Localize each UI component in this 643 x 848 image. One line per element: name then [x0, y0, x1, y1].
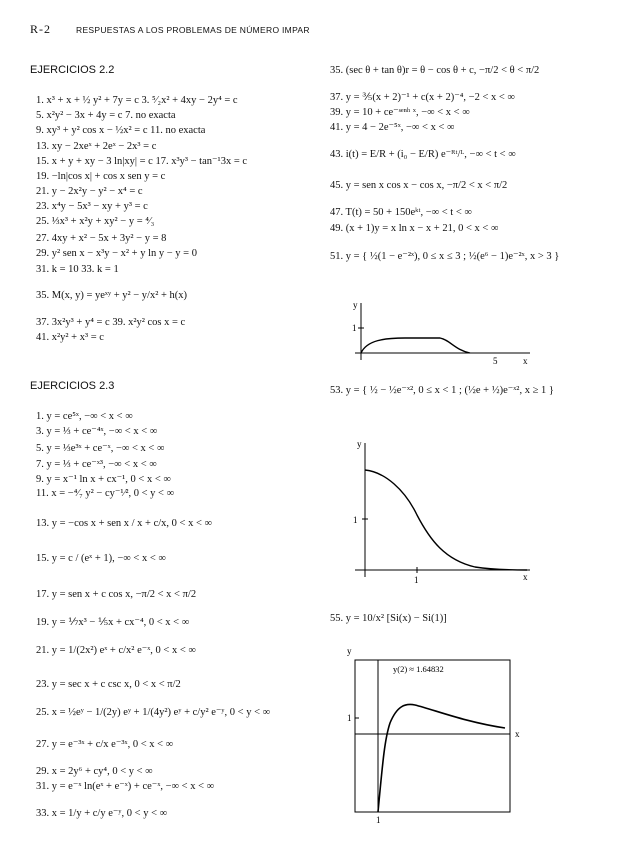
plot-55: [345, 648, 535, 828]
y-axis-label: y: [353, 300, 358, 310]
section-title-2-3: EJERCICIOS 2.3: [30, 380, 115, 392]
x-axis-label: x: [515, 729, 520, 739]
answer-line: 37. y = ⅗(x + 2)⁻¹ + c(x + 2)⁻⁴, −2 < x < ∞: [330, 92, 515, 103]
answer-line: 55. y = 10/x² [Si(x) − Si(1)]: [330, 613, 447, 624]
curve: [365, 470, 527, 570]
answer-line: 3. y = ⅓ + ce⁻⁴ˣ, −∞ < x < ∞: [36, 426, 158, 437]
answer-line: 15. y = c / (eˣ + 1), −∞ < x < ∞: [36, 553, 166, 564]
page-number: R-2: [30, 22, 51, 36]
plot-annotation: y(2) ≈ 1.64832: [393, 664, 444, 674]
answer-line: 39. y = 10 + ce⁻ˢᵉⁿʰ ˣ, −∞ < x < ∞: [330, 107, 470, 118]
answer-line: 13. xy − 2xeˣ + 2eˣ − 2x³ = c: [36, 141, 157, 152]
answer-line: 9. xy³ + y² cos x − ½x² = c 11. no exacta: [36, 125, 206, 136]
answer-line: 7. y = ⅓ + ce⁻ˣ³, −∞ < x < ∞: [36, 459, 157, 470]
answer-line: 19. −ln|cos x| + cos x sen y = c: [36, 171, 166, 182]
answer-line: 45. y = sen x cos x − cos x, −π/2 < x < π/2: [330, 180, 508, 191]
answer-line: 5. x²y² − 3x + 4y = c 7. no exacta: [36, 110, 176, 121]
answer-line: 33. x = 1/y + c/y e⁻ʸ, 0 < y < ∞: [36, 808, 168, 819]
curve: [361, 338, 470, 353]
answer-line: 15. x + y + xy − 3 ln|xy| = c 17. x³y³ − tan⁻¹3x = c: [36, 156, 248, 167]
answer-line: 27. y = e⁻³ˣ + c/x e⁻³ˣ, 0 < x < ∞: [36, 739, 174, 750]
answer-line: 17. y = sen x + c cos x, −π/2 < x < π/2: [36, 589, 197, 600]
x-tick-label: 5: [493, 356, 498, 366]
answer-line: 35. M(x, y) = yeˣʸ + y² − y/x² + h(x): [36, 290, 188, 301]
answer-line: 21. y − 2x²y − y² − x⁴ = c: [36, 186, 143, 197]
answer-line: 25. x = ½eʸ − 1/(2y) eʸ + 1/(4y²) eʸ + c/y² e⁻ʸ, 0 < y < ∞: [36, 707, 271, 718]
y-axis-label: y: [357, 439, 362, 449]
answer-line: 29. y² sen x − x³y − x² + y ln y − y = 0: [36, 248, 197, 259]
header-title: RESPUESTAS A LOS PROBLEMAS DE NÚMERO IMPAR: [76, 25, 310, 35]
answer-line: 27. 4xy + x² − 5x + 3y² − y = 8: [36, 233, 167, 244]
answer-line: 23. y = sec x + c csc x, 0 < x < π/2: [36, 679, 181, 690]
answer-line: 41. y = 4 − 2e⁻⁵ˣ, −∞ < x < ∞: [330, 122, 455, 133]
answer-line: 43. i(t) = E/R + (i₀ − E/R) e⁻ᴿᵗ/ᴸ, −∞ < t < ∞: [330, 149, 516, 160]
x-axis-label: x: [523, 356, 528, 366]
plot-53: [345, 435, 535, 595]
answer-line: 35. (sec θ + tan θ)r = θ − cos θ + c, −π/2 < θ < π/2: [330, 65, 540, 76]
answer-line: 9. y = x⁻¹ ln x + cx⁻¹, 0 < x < ∞: [36, 474, 171, 485]
answer-line: 11. x = −⁴⁄₇ y² − cy⁻¹⁄², 0 < y < ∞: [36, 488, 175, 499]
y-axis-label: y: [347, 648, 352, 656]
x-tick-label: 1: [376, 815, 381, 825]
x-tick-label: 1: [414, 575, 419, 585]
answer-line: 1. x³ + x + ½ y² + 7y = c 3. ⁵⁄₂x² + 4xy − 2y⁴ = c: [36, 95, 238, 106]
answer-line: 21. y = 1/(2x²) eˣ + c/x² e⁻ˣ, 0 < x < ∞: [36, 645, 196, 656]
answer-line: 31. k = 10 33. k = 1: [36, 264, 119, 275]
answer-line: 51. y = { ½(1 − e⁻²ˣ), 0 ≤ x ≤ 3 ; ½(e⁶ − 1)e⁻²ˣ, x > 3 }: [330, 251, 560, 262]
answer-line: 53. y = { ½ − ½e⁻ˣ², 0 ≤ x < 1 ; (½e + ½)e⁻ˣ², x ≥ 1 }: [330, 385, 554, 396]
y-tick-label: 1: [347, 713, 352, 723]
x-axis-label: x: [523, 572, 528, 582]
answer-line: 41. x²y² + x³ = c: [36, 332, 104, 343]
answer-line: 23. x⁴y − 5x³ − xy + y³ = c: [36, 201, 148, 212]
answer-line: 5. y = ⅓e³ˣ + ce⁻ˣ, −∞ < x < ∞: [36, 443, 165, 454]
answer-line: 37. 3x²y³ + y⁴ = c 39. x²y² cos x = c: [36, 317, 186, 328]
answer-line: 25. ⅓x³ + x²y + xy² − y = ⁴⁄₃: [36, 216, 155, 227]
y-tick-label: 1: [353, 515, 358, 525]
y-tick-label: 1: [352, 323, 357, 333]
answer-line: 31. y = e⁻ˣ ln(eˣ + e⁻ˣ) + ce⁻ˣ, −∞ < x < ∞: [36, 781, 215, 792]
answer-line: 13. y = −cos x + sen x / x + c/x, 0 < x < ∞: [36, 518, 213, 529]
section-title-2-2: EJERCICIOS 2.2: [30, 64, 115, 76]
answer-line: 19. y = ⅐x³ − ⅕x + cx⁻⁴, 0 < x < ∞: [36, 617, 190, 628]
curve: [378, 704, 505, 812]
plot-51: [345, 298, 535, 368]
answer-line: 29. x = 2y⁶ + cy⁴, 0 < y < ∞: [36, 766, 153, 777]
answer-line: 47. T(t) = 50 + 150eᵏᵗ, −∞ < t < ∞: [330, 207, 472, 218]
page-header: [30, 22, 310, 37]
answer-line: 1. y = ce⁵ˣ, −∞ < x < ∞: [36, 411, 133, 422]
answer-line: 49. (x + 1)y = x ln x − x + 21, 0 < x < ∞: [330, 223, 499, 234]
